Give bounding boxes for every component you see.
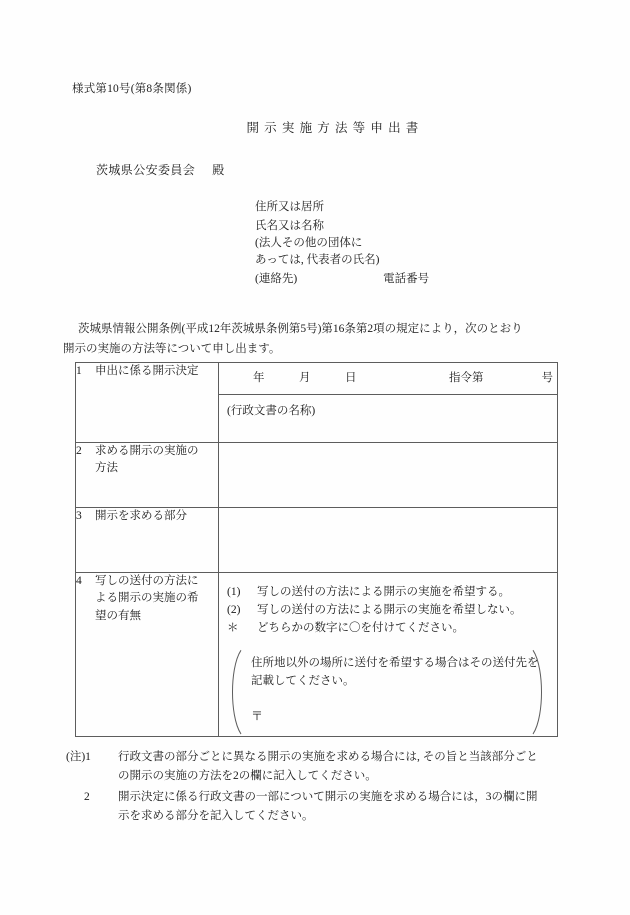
table-row-2 [76,443,558,508]
bracket-left-icon [231,649,242,735]
table-row-1 [76,363,558,443]
delivery-instruction-text: どちらかの数字に〇を付けてください。 [257,622,464,635]
delivery-choice-group [219,573,557,637]
form-code: 様式第10号(第8条関係) [72,83,192,95]
footnote-2-line1: 開示決定に係る行政文書の一部について開示の実施を求める場合には，3の欄に開 [118,791,538,804]
order-number-suffix: 号 [541,372,553,384]
lead-line-1: 茨城県情報公開条例(平成12年茨城県条例第5号)第16条第2項の規定により，次のとおり [78,323,523,335]
row4-label: 写しの送付の方法による開示の実施の希望の有無 [95,575,199,622]
choice-1-text: 写しの送付の方法による開示の実施を希望する。 [257,586,510,598]
page-title: 開示実施方法等申出書 [246,121,424,135]
row2-label: 求める開示の実施の方法 [95,445,199,475]
row3-field-cell[interactable] [219,508,558,573]
addressee-line [96,161,225,178]
row4-field-cell [219,573,558,737]
choice-2-marker: (2) [227,604,241,617]
asterisk-icon: ＊ [227,622,239,635]
table-row-4 [76,573,558,737]
row3-label: 開示を求める部分 [95,510,187,522]
footnote-1-body [118,748,586,786]
row3-label-cell [76,508,219,573]
addressee-name: 茨城県公安委員会 [96,163,196,177]
applicant-address-label: 住所又は居所 [255,201,324,213]
applicant-name-label: 氏名又は名称 [255,219,324,232]
applicant-corp-note-line1: (法人その他の団体に [255,237,363,250]
choice-2-text: 写しの送付の方法による開示の実施を希望しない。 [257,604,522,617]
applicant-contact-row [255,270,429,289]
bracket-right-icon [532,649,543,735]
alternate-address-note[interactable] [231,649,543,735]
footnote-2 [66,788,586,826]
order-number-prefix: 指令第 [449,372,484,384]
row2-field-cell[interactable] [219,443,558,508]
applicant-corp-note-line2: あっては, 代表者の氏名) [255,253,380,266]
applicant-block [255,198,429,289]
postal-code-field[interactable]: 〒 [251,709,264,724]
lead-paragraph [63,320,571,360]
addressee-honorific: 殿 [212,163,225,177]
row3-number: 3 [76,510,82,522]
row2-number: 2 [76,445,82,457]
row1-label: 申出に係る開示決定 [95,365,199,377]
choice-1-marker: (1) [227,586,241,598]
month-label: 月 [299,372,311,384]
row1-field-cell[interactable] [219,363,558,443]
footnote-1-line2: の開示の実施の方法を2の欄に記入してください。 [118,770,377,783]
footnote-2-body [118,788,586,826]
row1-label-cell [76,363,219,443]
footnote-2-head: 2 [84,791,90,804]
day-label: 日 [345,372,357,384]
delivery-choice-1[interactable] [227,583,557,601]
alternate-address-note-line1: 住所地以外の場所に送付を希望する場合はその送付先を [251,657,539,670]
applicant-phone-label: 電話番号 [383,272,430,285]
footnote-1 [66,748,586,786]
footnote-2-line2: 示を求める部分を記入してください。 [118,810,314,823]
row1-number: 1 [76,365,82,377]
row4-label-cell [76,573,219,737]
row2-label-cell [76,443,219,508]
footnotes [66,748,586,827]
footnote-1-line1: 行政文書の部分ごとに異なる開示の実施を求める場合には, その旨と当該部分ごと [118,751,538,763]
footnote-1-head: (注)1 [66,751,91,763]
table-row-3 [76,508,558,573]
application-table [75,362,558,737]
alternate-address-note-line2: 記載してください。 [251,675,355,688]
row4-number: 4 [76,575,82,587]
delivery-instruction [227,619,557,637]
lead-line-2: 開示の実施の方法等について申し出ます。 [63,342,281,355]
year-label: 年 [253,372,265,384]
delivery-choice-2[interactable] [227,601,557,619]
applicant-contact-label: (連絡先) [255,272,298,285]
document-name-input[interactable]: (行政文書の名称) [227,405,316,417]
decision-date-line[interactable] [219,363,557,395]
